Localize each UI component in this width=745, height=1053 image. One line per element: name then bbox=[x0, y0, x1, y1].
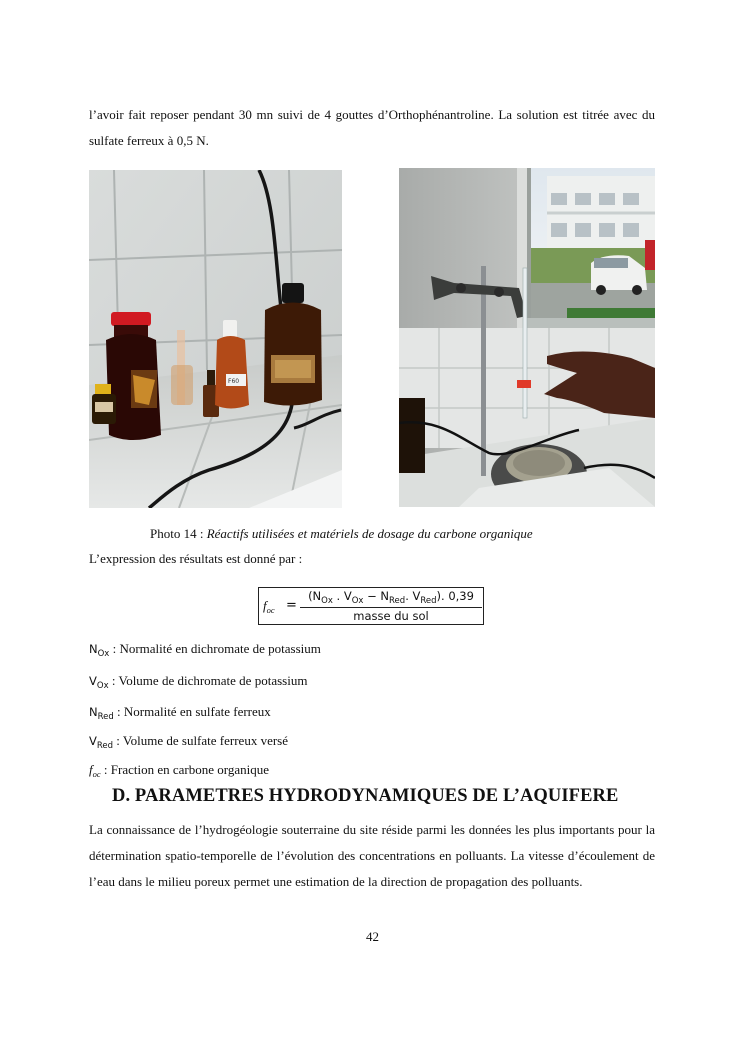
photo-reagents bbox=[89, 170, 342, 508]
results-intro: L’expression des résultats est donné par : bbox=[89, 551, 303, 566]
formula-numerator: ($N_{Ox}$ . $V_{Ox} - N_{Red}$. $V_{Red}$). 0,39 bbox=[308, 589, 474, 606]
formula-foc bbox=[258, 587, 484, 625]
formula-denominator: masse du sol bbox=[353, 609, 429, 623]
bottle-label: F60 bbox=[228, 378, 240, 385]
definition-v-red: $V_{Red}$ : Volume de sulfate ferreux versé bbox=[89, 733, 288, 751]
definition-v-ox: $V_{Ox}$ : Volume de dichromate de potassium bbox=[89, 673, 308, 691]
definition-foc: $f_{oc}$ : Fraction en carbone organique bbox=[89, 762, 269, 779]
fraction-bar bbox=[300, 607, 482, 608]
formula-equals: = bbox=[286, 598, 297, 613]
definition-n-red: $N_{Red}$ : Normalité en sulfate ferreux bbox=[89, 704, 271, 722]
photo-titration-setup bbox=[399, 168, 655, 507]
page-number: 42 bbox=[366, 929, 379, 944]
formula-lhs: $f_{oc}$ bbox=[263, 598, 275, 615]
section-heading: D. PARAMETRES HYDRODYNAMIQUES DE L’AQUIFERE bbox=[112, 786, 619, 806]
definition-n-ox: $N_{Ox}$ : Normalité en dichromate de potassium bbox=[89, 641, 321, 659]
intro-paragraph: l’avoir fait reposer pendant 30 mn suivi de 4 gouttes d’Orthophénantroline. La solution est titrée avec du sulfate ferreux à 0,5 N. bbox=[89, 107, 655, 148]
body-paragraph: La connaissance de l’hydrogéologie souterraine du site réside parmi les données les plus importants pour la détermination spatio-temporelle de l’évolution des concentrations en polluants. La vitesse d’écoulement de l’eau dans le milieu poreux permet une estimation de la direction de propagation des polluants. bbox=[89, 822, 655, 889]
photo-caption: Photo 14 : Réactifs utilisées et matériels de dosage du carbone organique bbox=[150, 526, 533, 541]
